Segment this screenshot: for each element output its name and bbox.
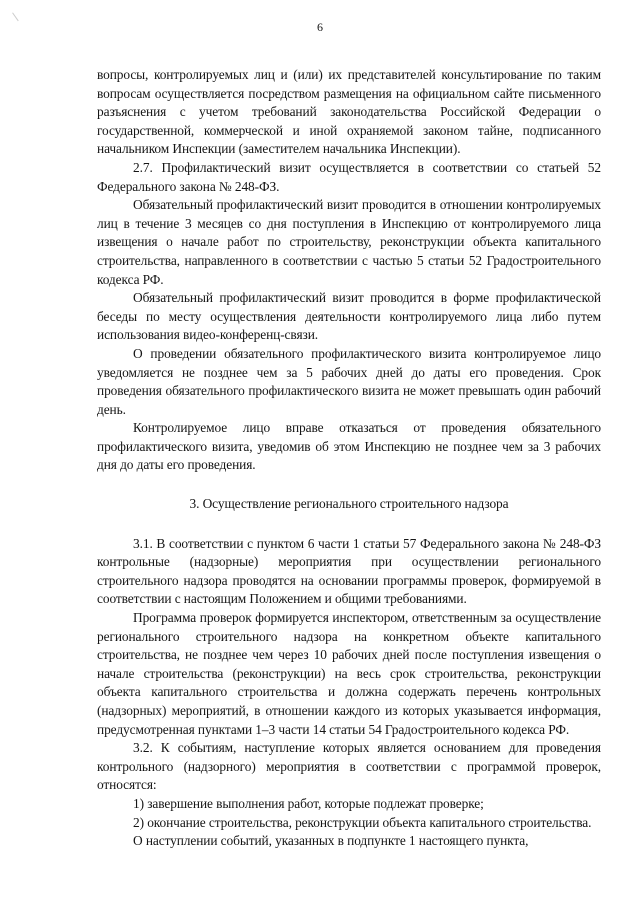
paragraph-events: О наступлении событий, указанных в подпункте 1 настоящего пункта, [133,833,529,849]
paragraph-cont: вопросы, контролируемых лиц и (или) их представителей консультирование по таким вопросам осуществляется посредством размещения на официальном сайте письменного разъяснения с учетом требований законодательства Российской Федерации о государственной, коммерческой и иной охраняемой законом тайне, подписанного начальником Инспекции (заместителем начальника Инспекции). [97,67,601,157]
paragraph-notify: О проведении обязательного профилактического визита контролируемое лицо уведомляется не позднее чем за 5 рабочих дней до даты его проведения. Срок проведения обязательного профилактического визита не может превышать один рабочий день. [97,345,601,417]
paragraph-mandatory-2: Обязательный профилактический визит проводится в форме профилактической беседы по месту осуществления деятельности контролируемого лица либо путем использования видео-конференц-связи. [97,290,601,343]
paragraph-27: 2.7. Профилактический визит осуществляется в соответствии со статьей 52 Федерального закона № 248-ФЗ. [97,159,601,194]
paragraph-group-prevention [97,66,601,475]
page-number: 6 [317,20,323,34]
paragraph-32: 3.2. К событиям, наступление которых является основанием для проведения контрольного (надзорного) мероприятия в соответствии с программой проверок, относятся: [97,740,601,793]
section-heading: 3. Осуществление регионального строительного надзора [189,496,509,512]
paragraph-31: 3.1. В соответствии с пунктом 6 части 1 статьи 57 Федерального закона № 248-ФЗ контрольные (надзорные) мероприятия при осуществлении регионального строительного надзора проводятся на основании программы проверок, формируемой в соответствии с настоящим Положением и общими требованиями. [97,535,601,607]
document-body [97,66,601,851]
paragraph-item-2: 2) окончание строительства, реконструкции объекта капитального строительства. [133,814,592,830]
paragraph-refuse: Контролируемое лицо вправе отказаться от проведения обязательного профилактического визита, уведомив об этом Инспекцию не позднее чем за 3 рабочих дня до даты его проведения. [97,420,601,473]
paragraph-group-supervision [97,535,601,851]
paragraph-program: Программа проверок формируется инспектором, ответственным за осуществление регионального строительного надзора на конкретном объекте капитального строительства, не позднее чем через 10 рабочих дней после поступления извещения о начале строительства (реконструкции) на весь срок строительства, реконструкции объекта капитального строительства и должна содержать перечень контрольных (надзорных) мероприятий, в отношении каждого из которых указывается информация, предусмотренная пунктами 1–3 части 14 статьи 54 Градостроительного кодекса РФ. [97,610,601,737]
paragraph-item-1: 1) завершение выполнения работ, которые подлежат проверке; [133,795,484,811]
paragraph-mandatory-1: Обязательный профилактический визит проводится в отношении контролируемых лиц в течение 3 месяцев со дня поступления в Инспекцию от контролируемого лица извещения о начале работ по строительству, реконструкции объекта капитального строительства, направленного в соответствии с частью 5 статьи 52 Градостроительного кодекса РФ. [97,197,601,287]
